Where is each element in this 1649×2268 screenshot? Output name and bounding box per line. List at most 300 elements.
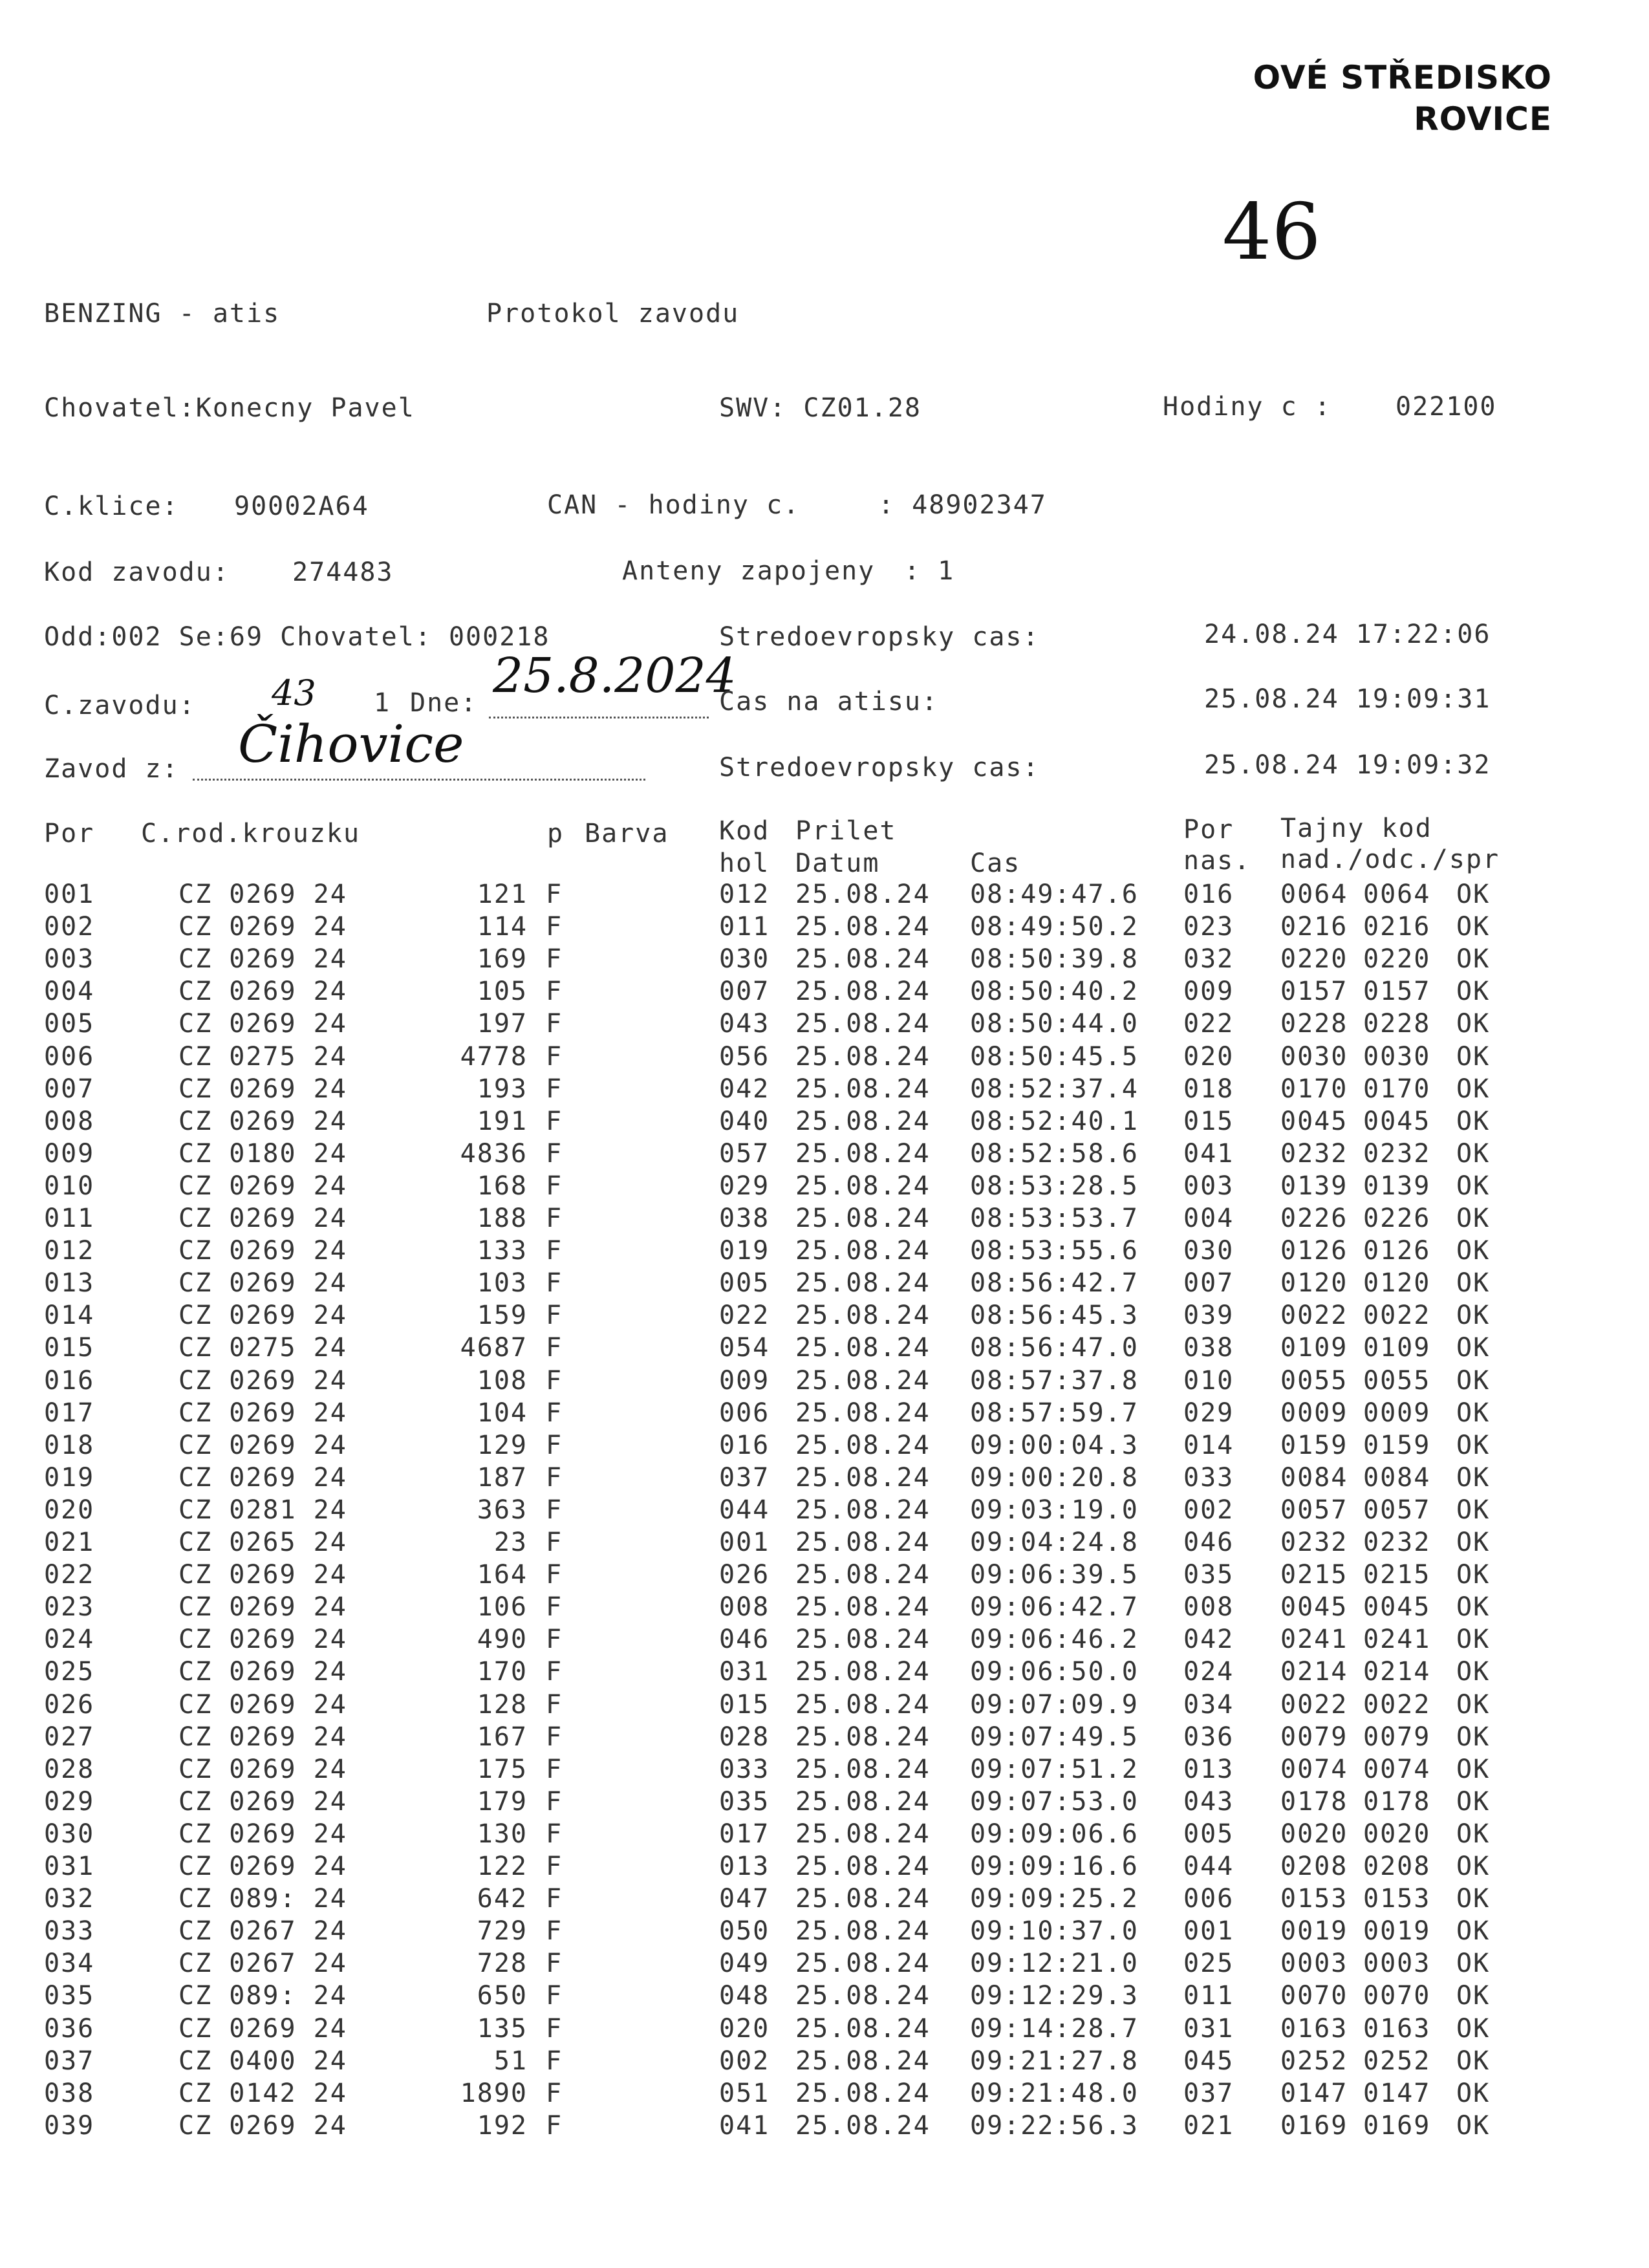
cell-hole: 009 (719, 1365, 770, 1396)
cell-ring: CZ 0269 24 (178, 1106, 347, 1136)
cell-secret-1: 0228 (1280, 1009, 1348, 1039)
cell-color: F (546, 1884, 563, 1914)
cell-status: OK (1456, 977, 1491, 1007)
table-row (0, 1852, 1649, 1884)
cell-ring: CZ 0267 24 (178, 1949, 347, 1979)
cell-time: 08:52:40.1 (970, 1106, 1139, 1136)
cell-ring: CZ 0269 24 (178, 1722, 347, 1752)
cell-date: 25.08.24 (795, 1786, 931, 1817)
cell-secret-2: 0030 (1363, 1041, 1431, 1072)
cell-secret-1: 0159 (1280, 1430, 1348, 1460)
cell-color: F (546, 944, 563, 975)
cell-date: 25.08.24 (795, 1657, 931, 1687)
cell-ring: CZ 0269 24 (178, 880, 347, 909)
cell-secret-2: 0147 (1363, 2078, 1431, 2108)
cell-ring-suffix: 179 (477, 1786, 528, 1817)
cell-ring-suffix: 108 (477, 1365, 528, 1396)
col-ring: C.rod.krouzku (141, 819, 361, 848)
cell-por: 031 (44, 1852, 95, 1881)
cell-hole: 001 (719, 1528, 770, 1557)
cell-date: 25.08.24 (795, 880, 931, 909)
cell-por: 029 (44, 1786, 95, 1817)
cell-por: 030 (44, 1819, 95, 1849)
table-row (0, 1074, 1649, 1107)
cell-time: 08:56:42.7 (970, 1268, 1139, 1299)
race-number-handwritten: 43 (272, 673, 316, 713)
cell-rank: 044 (1183, 1852, 1234, 1881)
cell-ring: CZ 0269 24 (178, 1204, 347, 1233)
cell-secret-2: 0228 (1363, 1009, 1431, 1039)
table-row (0, 1042, 1649, 1074)
cell-color: F (546, 1916, 563, 1947)
cell-time: 08:50:44.0 (970, 1009, 1139, 1039)
cell-date: 25.08.24 (795, 1074, 931, 1104)
cell-color: F (546, 1301, 563, 1331)
cell-rank: 034 (1183, 1689, 1234, 1720)
cell-time: 08:49:47.6 (970, 880, 1139, 909)
cell-date: 25.08.24 (795, 1916, 931, 1947)
cell-rank: 030 (1183, 1236, 1234, 1266)
cell-date: 25.08.24 (795, 1689, 931, 1720)
cell-secret-2: 0252 (1363, 2046, 1431, 2076)
table-row (0, 1171, 1649, 1204)
ce-time-1: 24.08.24 17:22:06 (1204, 620, 1491, 649)
table-row (0, 1236, 1649, 1268)
cell-ring: CZ 0269 24 (178, 1657, 347, 1687)
cell-time: 09:04:24.8 (970, 1528, 1139, 1557)
cell-status: OK (1456, 1301, 1491, 1331)
date-line (489, 717, 709, 718)
cell-color: F (546, 977, 563, 1007)
cell-hole: 019 (719, 1236, 770, 1266)
cell-status: OK (1456, 912, 1491, 942)
cell-date: 25.08.24 (795, 1268, 931, 1299)
cell-time: 09:09:06.6 (970, 1819, 1139, 1849)
cell-time: 09:06:46.2 (970, 1625, 1139, 1655)
cell-ring-suffix: 167 (477, 1722, 528, 1752)
cell-date: 25.08.24 (795, 1041, 931, 1072)
cell-time: 08:56:47.0 (970, 1333, 1139, 1363)
cell-secret-2: 0126 (1363, 1236, 1431, 1266)
cell-ring: CZ 0269 24 (178, 1462, 347, 1493)
cell-color: F (546, 2046, 563, 2076)
cell-ring-suffix: 363 (477, 1495, 528, 1525)
cell-rank: 013 (1183, 1754, 1234, 1784)
cell-date: 25.08.24 (795, 1625, 931, 1655)
cell-rank: 041 (1183, 1138, 1234, 1169)
cell-time: 09:07:53.0 (970, 1786, 1139, 1817)
cell-time: 09:21:48.0 (970, 2078, 1139, 2108)
cell-por: 003 (44, 944, 95, 975)
cell-por: 036 (44, 2013, 95, 2044)
cell-secret-1: 0216 (1280, 912, 1348, 942)
cell-color: F (546, 1171, 563, 1201)
table-row (0, 1657, 1649, 1689)
cell-rank: 045 (1183, 2046, 1234, 2076)
cell-status: OK (1456, 2078, 1491, 2108)
cell-ring-suffix: 121 (477, 880, 528, 909)
cell-rank: 018 (1183, 1074, 1234, 1104)
cell-rank: 036 (1183, 1722, 1234, 1752)
table-row (0, 1139, 1649, 1171)
cell-ring: CZ 0269 24 (178, 2013, 347, 2044)
table-row (0, 1528, 1649, 1560)
cell-ring: CZ 0275 24 (178, 1041, 347, 1072)
table-row (0, 1560, 1649, 1592)
table-row (0, 1495, 1649, 1528)
cell-secret-1: 0084 (1280, 1462, 1348, 1493)
cell-color: F (546, 1398, 563, 1428)
cell-secret-1: 0070 (1280, 1981, 1348, 2011)
cell-ring: CZ 089: 24 (178, 1981, 347, 2011)
cell-secret-2: 0109 (1363, 1333, 1431, 1363)
cell-secret-1: 0252 (1280, 2046, 1348, 2076)
cell-rank: 031 (1183, 2013, 1234, 2044)
handwritten-page-number: 46 (1222, 188, 1321, 277)
cell-rank: 008 (1183, 1592, 1234, 1623)
cell-status: OK (1456, 2013, 1491, 2044)
table-row (0, 1819, 1649, 1852)
cell-date: 25.08.24 (795, 2046, 931, 2076)
cell-secret-2: 0055 (1363, 1365, 1431, 1396)
cell-secret-2: 0074 (1363, 1754, 1431, 1784)
cell-secret-2: 0232 (1363, 1138, 1431, 1169)
cell-status: OK (1456, 1786, 1491, 1817)
cell-ring-suffix: 135 (477, 2013, 528, 2044)
cell-hole: 015 (719, 1689, 770, 1720)
cell-date: 25.08.24 (795, 1171, 931, 1201)
cell-time: 08:53:28.5 (970, 1171, 1139, 1201)
cell-date: 25.08.24 (795, 1592, 931, 1623)
cell-ring: CZ 0267 24 (178, 1916, 347, 1947)
cell-rank: 046 (1183, 1528, 1234, 1557)
cell-secret-2: 0214 (1363, 1657, 1431, 1687)
cell-date: 25.08.24 (795, 1365, 931, 1396)
cell-secret-1: 0030 (1280, 1041, 1348, 1072)
cell-time: 09:21:27.8 (970, 2046, 1139, 2076)
cell-rank: 024 (1183, 1657, 1234, 1687)
cell-secret-1: 0019 (1280, 1916, 1348, 1947)
cell-status: OK (1456, 1074, 1491, 1104)
stamp-line-1: OVÉ STŘEDISKO (1253, 59, 1552, 96)
cell-ring-suffix: 188 (477, 1204, 528, 1233)
cell-hole: 012 (719, 880, 770, 909)
cell-secret-2: 0120 (1363, 1268, 1431, 1299)
cell-hole: 033 (719, 1754, 770, 1784)
cell-secret-1: 0232 (1280, 1138, 1348, 1169)
cell-ring: CZ 0269 24 (178, 1819, 347, 1849)
race-number-value: 1 (374, 688, 391, 718)
cell-ring: CZ 0269 24 (178, 1074, 347, 1104)
cell-secret-1: 0208 (1280, 1852, 1348, 1881)
cell-date: 25.08.24 (795, 1430, 931, 1460)
table-row (0, 1949, 1649, 1981)
table-row (0, 1981, 1649, 2013)
cell-rank: 010 (1183, 1365, 1234, 1396)
cell-por: 023 (44, 1592, 95, 1623)
cell-ring: CZ 0142 24 (178, 2078, 347, 2108)
cell-date: 25.08.24 (795, 1106, 931, 1136)
cell-ring-suffix: 122 (477, 1852, 528, 1881)
cell-status: OK (1456, 2110, 1491, 2141)
cell-ring-suffix: 4836 (460, 1138, 528, 1169)
cell-time: 09:10:37.0 (970, 1916, 1139, 1947)
cell-secret-2: 0057 (1363, 1495, 1431, 1525)
cell-por: 016 (44, 1365, 95, 1396)
table-row (0, 912, 1649, 944)
table-row (0, 2079, 1649, 2111)
cell-secret-1: 0074 (1280, 1754, 1348, 1784)
cell-date: 25.08.24 (795, 912, 931, 942)
cell-date: 25.08.24 (795, 2013, 931, 2044)
cell-color: F (546, 1106, 563, 1136)
cell-color: F (546, 1852, 563, 1881)
col-barva: Barva (585, 819, 669, 848)
table-row (0, 1755, 1649, 1787)
cell-ring-suffix: 105 (477, 977, 528, 1007)
cell-color: F (546, 1333, 563, 1363)
cell-por: 026 (44, 1689, 95, 1720)
cell-status: OK (1456, 880, 1491, 909)
antennas-value: : 1 (904, 556, 955, 586)
cell-status: OK (1456, 1625, 1491, 1655)
cell-por: 033 (44, 1916, 95, 1947)
table-row (0, 1333, 1649, 1365)
cell-rank: 029 (1183, 1398, 1234, 1428)
atis-time: 25.08.24 19:09:31 (1204, 684, 1491, 714)
cell-ring: CZ 0269 24 (178, 912, 347, 942)
cell-hole: 022 (719, 1301, 770, 1331)
cell-color: F (546, 1657, 563, 1687)
cell-time: 08:57:59.7 (970, 1398, 1139, 1428)
table-row (0, 1398, 1649, 1431)
cell-status: OK (1456, 1041, 1491, 1072)
cell-date: 25.08.24 (795, 1560, 931, 1590)
table-row (0, 1204, 1649, 1236)
cell-date: 25.08.24 (795, 2110, 931, 2141)
cell-ring: CZ 0269 24 (178, 1009, 347, 1039)
cell-ring: CZ 0265 24 (178, 1528, 347, 1557)
cell-color: F (546, 2078, 563, 2108)
cell-date: 25.08.24 (795, 1819, 931, 1849)
cell-status: OK (1456, 1462, 1491, 1493)
cell-rank: 025 (1183, 1949, 1234, 1979)
cell-secret-1: 0045 (1280, 1106, 1348, 1136)
cell-hole: 046 (719, 1625, 770, 1655)
col-kod-2: hol (719, 848, 770, 878)
cell-date: 25.08.24 (795, 1236, 931, 1266)
cell-por: 039 (44, 2110, 95, 2141)
cell-por: 005 (44, 1009, 95, 1039)
cell-secret-2: 0009 (1363, 1398, 1431, 1428)
cell-status: OK (1456, 1689, 1491, 1720)
cell-por: 013 (44, 1268, 95, 1299)
cell-hole: 040 (719, 1106, 770, 1136)
cell-color: F (546, 1560, 563, 1590)
cell-ring-suffix: 51 (493, 2046, 528, 2076)
cell-time: 08:50:45.5 (970, 1041, 1139, 1072)
table-row (0, 1107, 1649, 1139)
table-row (0, 1431, 1649, 1463)
cell-time: 09:06:39.5 (970, 1560, 1139, 1590)
cell-ring-suffix: 192 (477, 2110, 528, 2141)
cell-color: F (546, 1365, 563, 1396)
cell-status: OK (1456, 1560, 1491, 1590)
cell-status: OK (1456, 1398, 1491, 1428)
cell-date: 25.08.24 (795, 944, 931, 975)
cell-color: F (546, 1592, 563, 1623)
cell-secret-2: 0170 (1363, 1074, 1431, 1104)
cell-hole: 050 (719, 1916, 770, 1947)
cell-color: F (546, 1722, 563, 1752)
cell-secret-2: 0163 (1363, 2013, 1431, 2044)
cell-ring-suffix: 193 (477, 1074, 528, 1104)
cell-por: 007 (44, 1074, 95, 1104)
cell-ring-suffix: 133 (477, 1236, 528, 1266)
table-row (0, 1268, 1649, 1301)
table-row (0, 977, 1649, 1009)
cell-rank: 009 (1183, 977, 1234, 1007)
cell-ring: CZ 0269 24 (178, 1365, 347, 1396)
cell-status: OK (1456, 1268, 1491, 1299)
cell-ring: CZ 0269 24 (178, 1301, 347, 1331)
cell-rank: 007 (1183, 1268, 1234, 1299)
table-row (0, 1625, 1649, 1657)
cell-date: 25.08.24 (795, 2078, 931, 2108)
cell-time: 09:12:21.0 (970, 1949, 1139, 1979)
cell-hole: 007 (719, 977, 770, 1007)
cell-secret-1: 0079 (1280, 1722, 1348, 1752)
cell-color: F (546, 1819, 563, 1849)
cell-status: OK (1456, 944, 1491, 975)
cell-secret-1: 0022 (1280, 1689, 1348, 1720)
cell-date: 25.08.24 (795, 1204, 931, 1233)
cell-secret-2: 0226 (1363, 1204, 1431, 1233)
date-label: Dne: (410, 688, 478, 718)
cell-date: 25.08.24 (795, 1138, 931, 1169)
race-from-line (193, 779, 645, 781)
race-code-label: Kod zavodu: (44, 557, 230, 587)
cell-status: OK (1456, 1981, 1491, 2011)
cell-time: 09:06:42.7 (970, 1592, 1139, 1623)
cell-ring-suffix: 490 (477, 1625, 528, 1655)
cell-ring-suffix: 104 (477, 1398, 528, 1428)
document-title: Protokol zavodu (486, 299, 740, 329)
cell-secret-2: 0232 (1363, 1528, 1431, 1557)
cell-secret-1: 0147 (1280, 2078, 1348, 2108)
cell-color: F (546, 1204, 563, 1233)
table-row (0, 880, 1649, 912)
cell-por: 038 (44, 2078, 95, 2108)
cell-por: 004 (44, 977, 95, 1007)
cell-por: 022 (44, 1560, 95, 1590)
race-from-handwritten: Čihovice (238, 714, 464, 774)
cell-rank: 015 (1183, 1106, 1234, 1136)
cell-secret-2: 0045 (1363, 1106, 1431, 1136)
cell-secret-1: 0020 (1280, 1819, 1348, 1849)
cell-ring-suffix: 168 (477, 1171, 528, 1201)
cell-date: 25.08.24 (795, 1009, 931, 1039)
cell-hole: 011 (719, 912, 770, 942)
cell-por: 037 (44, 2046, 95, 2076)
cell-date: 25.08.24 (795, 1301, 931, 1331)
key-value: 90002A64 (234, 491, 369, 521)
cell-date: 25.08.24 (795, 1462, 931, 1493)
cell-rank: 004 (1183, 1204, 1234, 1233)
cell-ring: CZ 0281 24 (178, 1495, 347, 1525)
cell-secret-2: 0157 (1363, 977, 1431, 1007)
cell-rank: 001 (1183, 1916, 1234, 1947)
cell-date: 25.08.24 (795, 1528, 931, 1557)
cell-por: 021 (44, 1528, 95, 1557)
cell-hole: 048 (719, 1981, 770, 2011)
cell-rank: 042 (1183, 1625, 1234, 1655)
cell-secret-2: 0215 (1363, 1560, 1431, 1590)
cell-ring: CZ 0269 24 (178, 1171, 347, 1201)
ce-time-2: 25.08.24 19:09:32 (1204, 750, 1491, 780)
cell-ring-suffix: 4687 (460, 1333, 528, 1363)
cell-hole: 047 (719, 1884, 770, 1914)
cell-color: F (546, 1625, 563, 1655)
cell-time: 08:52:58.6 (970, 1138, 1139, 1169)
cell-status: OK (1456, 1171, 1491, 1201)
cell-ring: CZ 0269 24 (178, 1592, 347, 1623)
cell-time: 08:53:53.7 (970, 1204, 1139, 1233)
cell-por: 002 (44, 912, 95, 942)
cell-secret-2: 0084 (1363, 1462, 1431, 1493)
cell-date: 25.08.24 (795, 977, 931, 1007)
system-name: BENZING - atis (44, 299, 281, 329)
cell-ring: CZ 0269 24 (178, 1625, 347, 1655)
cell-rank: 006 (1183, 1884, 1234, 1914)
cell-hole: 041 (719, 2110, 770, 2141)
cell-ring-suffix: 129 (477, 1430, 528, 1460)
cell-ring: CZ 089: 24 (178, 1884, 347, 1914)
cell-color: F (546, 1495, 563, 1525)
cell-secret-2: 0022 (1363, 1689, 1431, 1720)
cell-color: F (546, 1786, 563, 1817)
swv: SWV: CZ01.28 (719, 393, 921, 423)
cell-rank: 032 (1183, 944, 1234, 975)
cell-secret-1: 0220 (1280, 944, 1348, 975)
cell-ring: CZ 0269 24 (178, 1430, 347, 1460)
cell-time: 08:50:40.2 (970, 977, 1139, 1007)
col-por2-2: nas. (1183, 846, 1251, 876)
cell-secret-2: 0020 (1363, 1819, 1431, 1849)
cell-por: 018 (44, 1430, 95, 1460)
table-row (0, 2014, 1649, 2046)
cell-status: OK (1456, 1592, 1491, 1623)
cell-ring-suffix: 103 (477, 1268, 528, 1299)
cell-ring: CZ 0400 24 (178, 2046, 347, 2076)
cell-por: 028 (44, 1754, 95, 1784)
cell-ring-suffix: 642 (477, 1884, 528, 1914)
breeder: Chovatel:Konecny Pavel (44, 393, 415, 423)
cell-status: OK (1456, 1204, 1491, 1233)
cell-secret-1: 0057 (1280, 1495, 1348, 1525)
cell-rank: 043 (1183, 1786, 1234, 1817)
cell-time: 09:07:51.2 (970, 1754, 1139, 1784)
cell-time: 09:00:20.8 (970, 1462, 1139, 1493)
cell-status: OK (1456, 1365, 1491, 1396)
cell-hole: 056 (719, 1041, 770, 1072)
cell-ring-suffix: 650 (477, 1981, 528, 2011)
cell-ring: CZ 0269 24 (178, 1852, 347, 1881)
cell-color: F (546, 1462, 563, 1493)
cell-ring: CZ 0269 24 (178, 977, 347, 1007)
cell-secret-1: 0241 (1280, 1625, 1348, 1655)
cell-hole: 044 (719, 1495, 770, 1525)
